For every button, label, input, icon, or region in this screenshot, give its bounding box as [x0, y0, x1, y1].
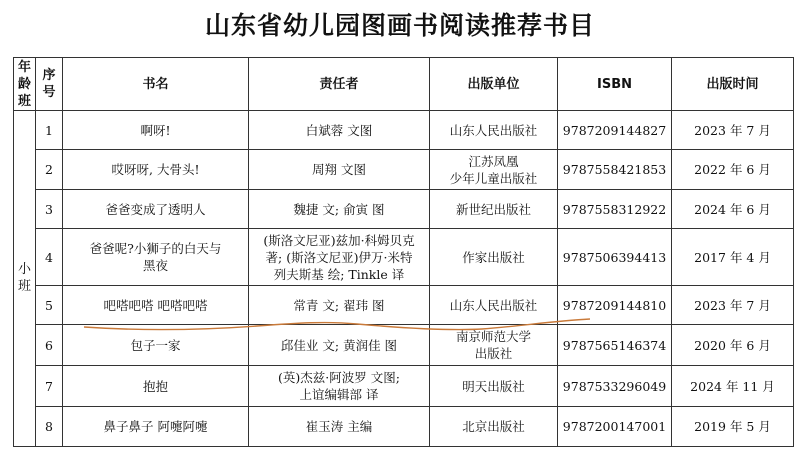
isbn-cell: 9787506394413 [558, 229, 672, 286]
isbn-cell: 9787558421853 [558, 150, 672, 190]
book-title: 抱抱 [63, 366, 249, 407]
row-number: 7 [36, 366, 63, 407]
table-row [14, 229, 794, 286]
header-book: 书名 [63, 58, 249, 111]
row-number: 1 [36, 111, 63, 150]
author-cell: 崔玉涛 主编 [249, 407, 430, 447]
publisher-cell: 山东人民出版社 [430, 286, 558, 325]
book-title: 鼻子鼻子 阿嚏阿嚏 [63, 407, 249, 447]
publisher-cell: 明天出版社 [430, 366, 558, 407]
date-cell: 2017 年 4 月 [672, 229, 794, 286]
date-cell: 2023 年 7 月 [672, 111, 794, 150]
table-row [14, 286, 794, 325]
date-cell: 2024 年 6 月 [672, 190, 794, 229]
author-cell: 魏捷 文; 俞寅 图 [249, 190, 430, 229]
book-title: 包子一家 [63, 325, 249, 366]
row-number: 2 [36, 150, 63, 190]
age-group-cell: 小班 [14, 111, 36, 447]
date-cell: 2023 年 7 月 [672, 286, 794, 325]
publisher-cell: 山东人民出版社 [430, 111, 558, 150]
table-row [14, 111, 794, 150]
row-number: 5 [36, 286, 63, 325]
publisher-cell: 南京师范大学 出版社 [430, 325, 558, 366]
header-no: 序号 [36, 58, 63, 111]
book-title: 吧嗒吧嗒 吧嗒吧嗒 [63, 286, 249, 325]
date-cell: 2024 年 11 月 [672, 366, 794, 407]
publisher-cell: 北京出版社 [430, 407, 558, 447]
book-title: 爸爸变成了透明人 [63, 190, 249, 229]
row-number: 4 [36, 229, 63, 286]
row-number: 8 [36, 407, 63, 447]
row-number: 3 [36, 190, 63, 229]
table-header-row [14, 58, 794, 111]
author-cell: 邱佳业 文; 黄润佳 图 [249, 325, 430, 366]
isbn-cell: 9787200147001 [558, 407, 672, 447]
isbn-cell: 9787209144810 [558, 286, 672, 325]
author-cell: (斯洛文尼亚)兹加·科姆贝克 著; (斯洛文尼亚)伊万·米特 列夫斯基 绘; Tinkle 译 [249, 229, 430, 286]
date-cell: 2022 年 6 月 [672, 150, 794, 190]
date-cell: 2019 年 5 月 [672, 407, 794, 447]
isbn-cell: 9787209144827 [558, 111, 672, 150]
isbn-cell: 9787558312922 [558, 190, 672, 229]
date-cell: 2020 年 6 月 [672, 325, 794, 366]
author-cell: 白斌蓉 文图 [249, 111, 430, 150]
publisher-cell: 新世纪出版社 [430, 190, 558, 229]
header-author: 责任者 [249, 58, 430, 111]
header-publisher: 出版单位 [430, 58, 558, 111]
row-number: 6 [36, 325, 63, 366]
book-title: 爸爸呢?小狮子的白天与 黑夜 [63, 229, 249, 286]
page-title: 山东省幼儿园图画书阅读推荐书目 [204, 11, 595, 40]
author-cell: 常青 文; 翟玮 图 [249, 286, 430, 325]
table-row [14, 150, 794, 190]
header-isbn: ISBN [558, 58, 672, 111]
isbn-cell: 9787565146374 [558, 325, 672, 366]
book-title: 啊呀! [63, 111, 249, 150]
table-row [14, 325, 794, 366]
table-row [14, 366, 794, 407]
header-age: 年龄班 [14, 58, 36, 111]
book-title: 哎呀呀, 大骨头! [63, 150, 249, 190]
publisher-cell: 江苏凤凰 少年儿童出版社 [430, 150, 558, 190]
author-cell: 周翔 文图 [249, 150, 430, 190]
book-list-table [13, 57, 794, 447]
isbn-cell: 9787533296049 [558, 366, 672, 407]
header-date: 出版时间 [672, 58, 794, 111]
author-cell: (英)杰兹·阿波罗 文图; 上谊编辑部 译 [249, 366, 430, 407]
publisher-cell: 作家出版社 [430, 229, 558, 286]
table-row [14, 407, 794, 447]
table-row [14, 190, 794, 229]
